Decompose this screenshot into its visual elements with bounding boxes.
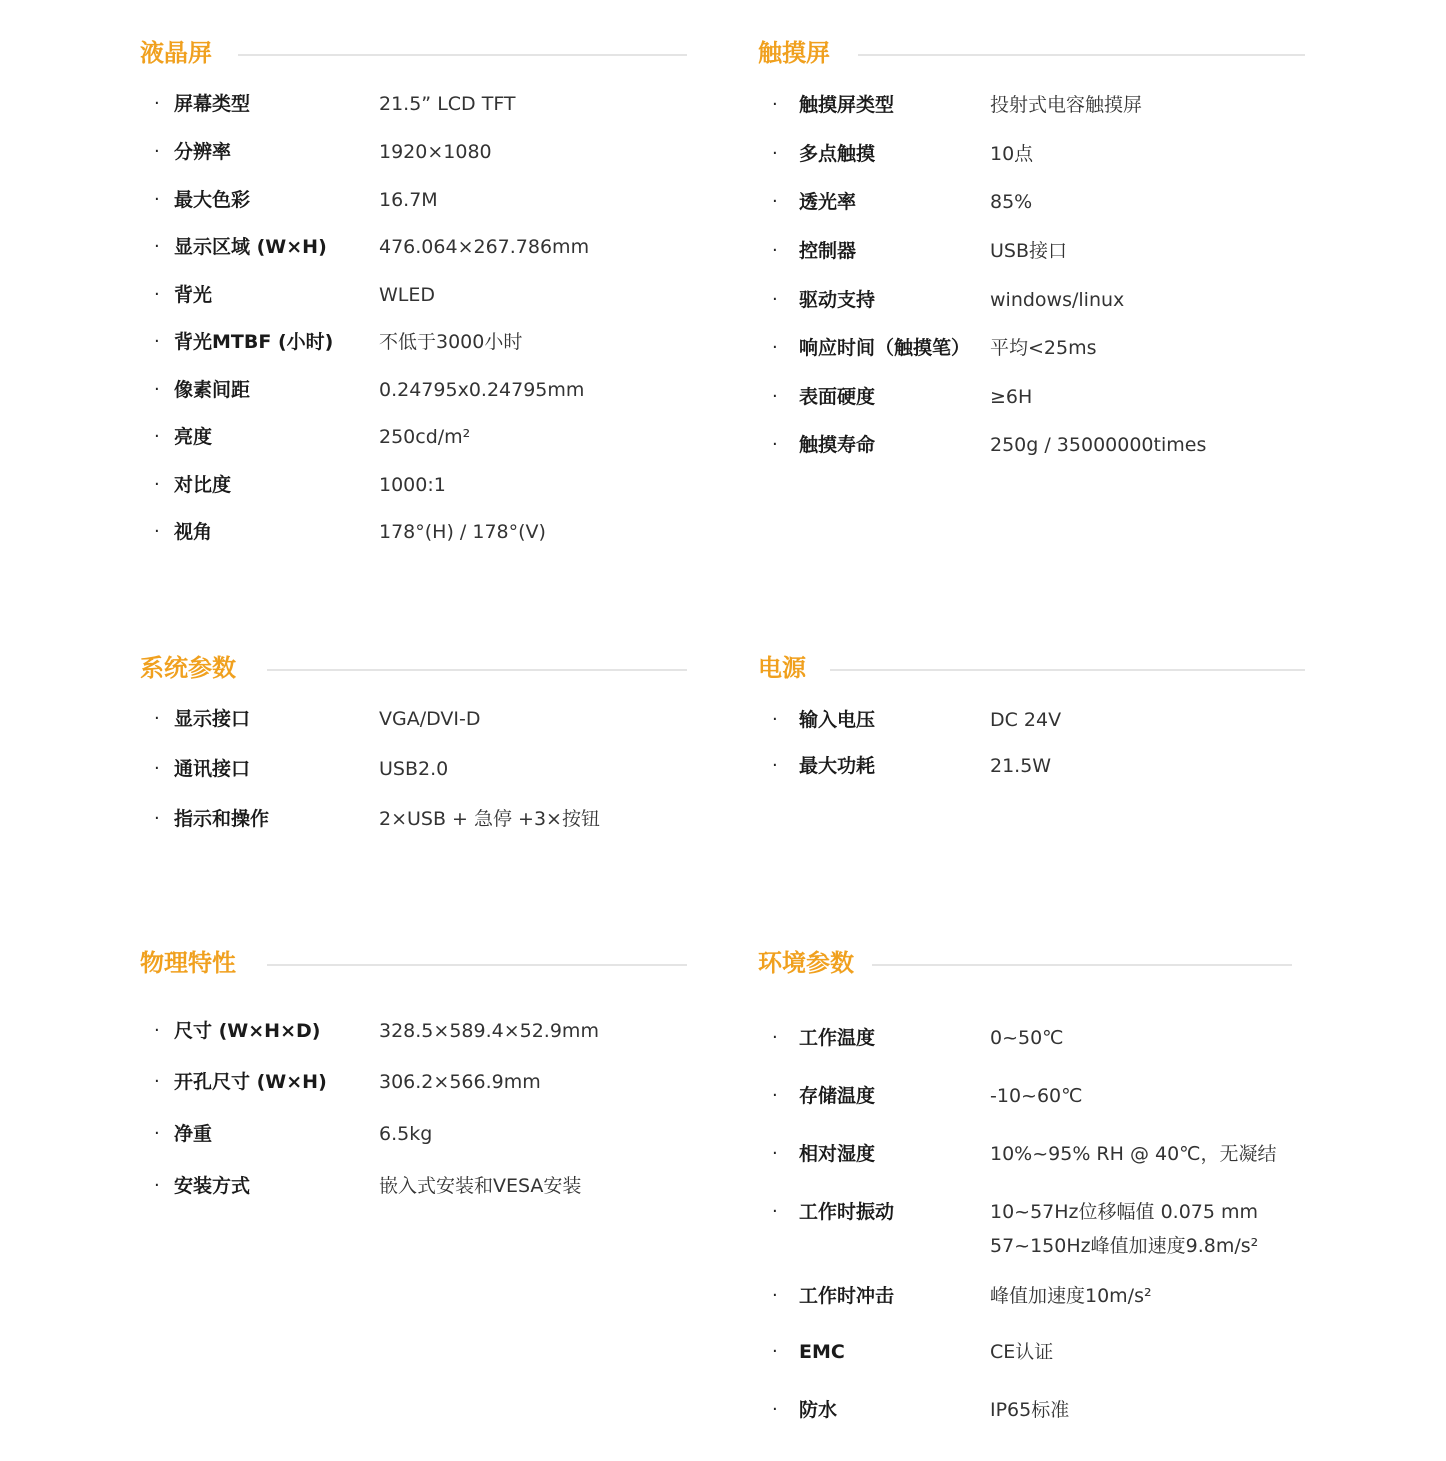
spec-value: CE认证 xyxy=(990,1341,1054,1363)
spec-label: 像素间距 xyxy=(174,379,251,401)
spec-label: 工作温度 xyxy=(799,1027,876,1049)
section-physical xyxy=(140,948,687,1208)
bullet-icon: · xyxy=(772,191,778,212)
spec-label: 最大功耗 xyxy=(799,755,876,777)
spec-label: 触摸屏类型 xyxy=(799,94,895,116)
spec-label: 驱动支持 xyxy=(799,289,876,311)
section-lcd xyxy=(140,38,687,558)
bullet-icon: · xyxy=(154,1020,160,1041)
spec-label: 亮度 xyxy=(174,426,213,448)
spec-value: USB2.0 xyxy=(379,758,449,780)
spec-value-line2: 57~150Hz峰值加速度9.8m/s² xyxy=(990,1235,1259,1257)
section-power xyxy=(758,653,1305,793)
section-divider xyxy=(238,54,687,56)
spec-value: 嵌入式安装和VESA安装 xyxy=(379,1175,582,1197)
bullet-icon: · xyxy=(154,379,160,400)
bullet-icon: · xyxy=(154,808,160,829)
spec-value: 6.5kg xyxy=(379,1123,433,1145)
section-title: 液晶屏 xyxy=(140,39,212,67)
spec-label: 工作时振动 xyxy=(799,1201,895,1223)
bullet-icon: · xyxy=(772,143,778,164)
spec-value: windows/linux xyxy=(990,289,1125,311)
spec-label: 对比度 xyxy=(174,474,232,496)
spec-label: 视角 xyxy=(174,521,213,543)
bullet-icon: · xyxy=(154,284,160,305)
spec-value: 21.5W xyxy=(990,755,1052,777)
spec-value: WLED xyxy=(379,284,436,306)
spec-label: 开孔尺寸 (W×H) xyxy=(174,1071,327,1093)
spec-value: 峰值加速度10m/s² xyxy=(990,1285,1152,1307)
spec-label: 安装方式 xyxy=(174,1175,251,1197)
bullet-icon: · xyxy=(154,1175,160,1196)
spec-label: 相对湿度 xyxy=(799,1143,876,1165)
spec-label: 透光率 xyxy=(799,191,857,213)
bullet-icon: · xyxy=(772,289,778,310)
section-title: 触摸屏 xyxy=(758,39,830,67)
spec-value: 0.24795x0.24795mm xyxy=(379,379,585,401)
spec-value: 10点 xyxy=(990,143,1034,165)
bullet-icon: · xyxy=(772,337,778,358)
spec-value: 306.2×566.9mm xyxy=(379,1071,541,1093)
section-title: 系统参数 xyxy=(140,654,236,682)
bullet-icon: · xyxy=(154,331,160,352)
bullet-icon: · xyxy=(154,474,160,495)
spec-label: 背光 xyxy=(174,284,213,306)
spec-label: 背光MTBF (小时) xyxy=(174,331,334,353)
section-divider xyxy=(872,964,1292,966)
spec-value: 0~50℃ xyxy=(990,1027,1064,1049)
bullet-icon: · xyxy=(154,1071,160,1092)
spec-label: 防水 xyxy=(799,1399,838,1421)
section-divider xyxy=(267,669,687,671)
spec-label: 指示和操作 xyxy=(174,808,270,830)
spec-value: 250cd/m² xyxy=(379,426,471,448)
bullet-icon: · xyxy=(772,1285,778,1306)
spec-label: 显示接口 xyxy=(174,708,251,730)
bullet-icon: · xyxy=(772,240,778,261)
spec-value: 10~57Hz位移幅值 0.075 mm xyxy=(990,1201,1259,1223)
bullet-icon: · xyxy=(772,386,778,407)
bullet-icon: · xyxy=(772,434,778,455)
bullet-icon: · xyxy=(154,521,160,542)
spec-value: 1920×1080 xyxy=(379,141,492,163)
spec-label: 多点触摸 xyxy=(799,143,876,165)
spec-label: 触摸寿命 xyxy=(799,434,876,456)
spec-label: 分辨率 xyxy=(174,141,232,163)
bullet-icon: · xyxy=(154,708,160,729)
bullet-icon: · xyxy=(154,189,160,210)
section-environment xyxy=(758,948,1292,1438)
section-divider xyxy=(830,669,1305,671)
spec-value: 投射式电容触摸屏 xyxy=(990,94,1143,116)
spec-value: 328.5×589.4×52.9mm xyxy=(379,1020,599,1042)
spec-value: DC 24V xyxy=(990,709,1062,731)
spec-value: IP65标准 xyxy=(990,1399,1070,1421)
spec-value: 178°(H) / 178°(V) xyxy=(379,521,546,543)
bullet-icon: · xyxy=(154,93,160,114)
spec-value: 16.7M xyxy=(379,189,438,211)
bullet-icon: · xyxy=(772,1341,778,1362)
spec-label: 表面硬度 xyxy=(799,386,876,408)
spec-label: 控制器 xyxy=(799,240,857,262)
section-title: 电源 xyxy=(758,654,806,682)
spec-label: EMC xyxy=(799,1341,845,1363)
spec-value: 不低于3000小时 xyxy=(379,331,523,353)
spec-label: 输入电压 xyxy=(799,709,876,731)
bullet-icon: · xyxy=(154,758,160,779)
spec-label: 工作时冲击 xyxy=(799,1285,895,1307)
section-touch xyxy=(758,38,1305,478)
spec-label: 尺寸 (W×H×D) xyxy=(174,1020,321,1042)
bullet-icon: · xyxy=(772,1027,778,1048)
section-title: 物理特性 xyxy=(140,949,236,977)
spec-label: 存储温度 xyxy=(799,1085,876,1107)
spec-value: 平均<25ms xyxy=(990,337,1097,359)
bullet-icon: · xyxy=(772,1399,778,1420)
spec-value: VGA/DVI-D xyxy=(379,708,481,730)
bullet-icon: · xyxy=(154,1123,160,1144)
section-divider xyxy=(267,964,687,966)
bullet-icon: · xyxy=(772,1143,778,1164)
bullet-icon: · xyxy=(154,141,160,162)
section-divider xyxy=(858,54,1305,56)
spec-value: USB接口 xyxy=(990,240,1068,262)
spec-value: -10~60℃ xyxy=(990,1085,1083,1107)
bullet-icon: · xyxy=(154,426,160,447)
spec-value: 85% xyxy=(990,191,1033,213)
spec-value: 1000:1 xyxy=(379,474,446,496)
spec-value: 21.5” LCD TFT xyxy=(379,93,516,115)
spec-label: 屏幕类型 xyxy=(174,93,251,115)
spec-label: 净重 xyxy=(174,1123,213,1145)
spec-label: 响应时间（触摸笔） xyxy=(799,337,971,359)
spec-label: 通讯接口 xyxy=(174,758,251,780)
section-system xyxy=(140,653,687,853)
bullet-icon: · xyxy=(772,709,778,730)
spec-value: 2×USB + 急停 +3×按钮 xyxy=(379,808,600,830)
spec-label: 最大色彩 xyxy=(174,189,251,211)
bullet-icon: · xyxy=(772,755,778,776)
spec-value: ≥6H xyxy=(990,386,1033,408)
bullet-icon: · xyxy=(772,1085,778,1106)
section-title: 环境参数 xyxy=(758,949,854,977)
spec-value: 10%~95% RH @ 40℃，无凝结 xyxy=(990,1143,1277,1165)
bullet-icon: · xyxy=(772,1201,778,1222)
spec-value: 250g / 35000000times xyxy=(990,434,1207,456)
bullet-icon: · xyxy=(154,236,160,257)
bullet-icon: · xyxy=(772,94,778,115)
spec-label: 显示区域 (W×H) xyxy=(174,236,327,258)
spec-value: 476.064×267.786mm xyxy=(379,236,590,258)
